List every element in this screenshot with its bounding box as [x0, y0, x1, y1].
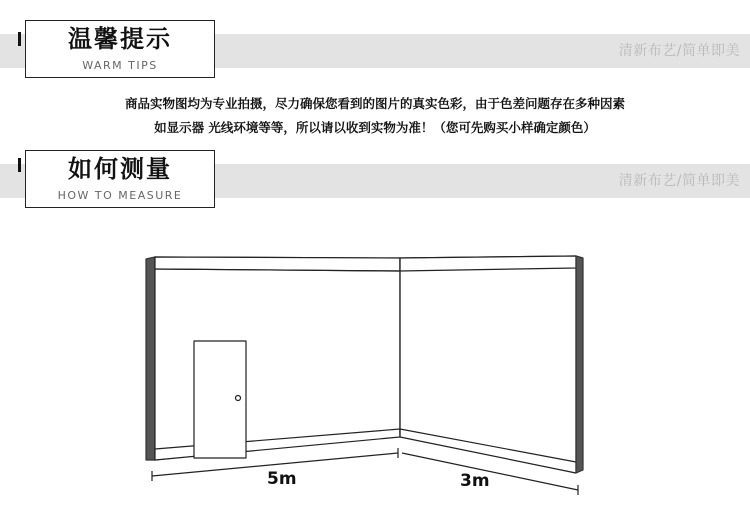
section-title: 如何测量	[68, 155, 172, 183]
right-wall-edge	[576, 256, 583, 473]
right-crown-molding	[400, 256, 576, 271]
notice-line-1: 商品实物图均为专业拍摄，尽力确保您看到的图片的真实色彩，由于色差问题存在多种因素	[124, 96, 625, 111]
left-wall-width-label: 5m	[267, 469, 297, 489]
left-wall-edge	[146, 257, 155, 460]
section-subtitle: HOW TO MEASURE	[57, 189, 183, 202]
header-tagline: 清新布艺/简单即美	[618, 173, 740, 189]
header-tagline: 清新布艺/简单即美	[618, 43, 740, 59]
door-knob	[236, 396, 241, 401]
notice-line-2: 如显示器 光线环境等等，所以请以收到实物为准！（您可先购买小样确定颜色）	[154, 120, 596, 135]
right-wall-width-label: 3m	[460, 471, 490, 491]
section-title: 温馨提示	[68, 25, 172, 53]
section-subtitle: WARM TIPS	[82, 59, 158, 72]
left-wall	[155, 257, 400, 460]
